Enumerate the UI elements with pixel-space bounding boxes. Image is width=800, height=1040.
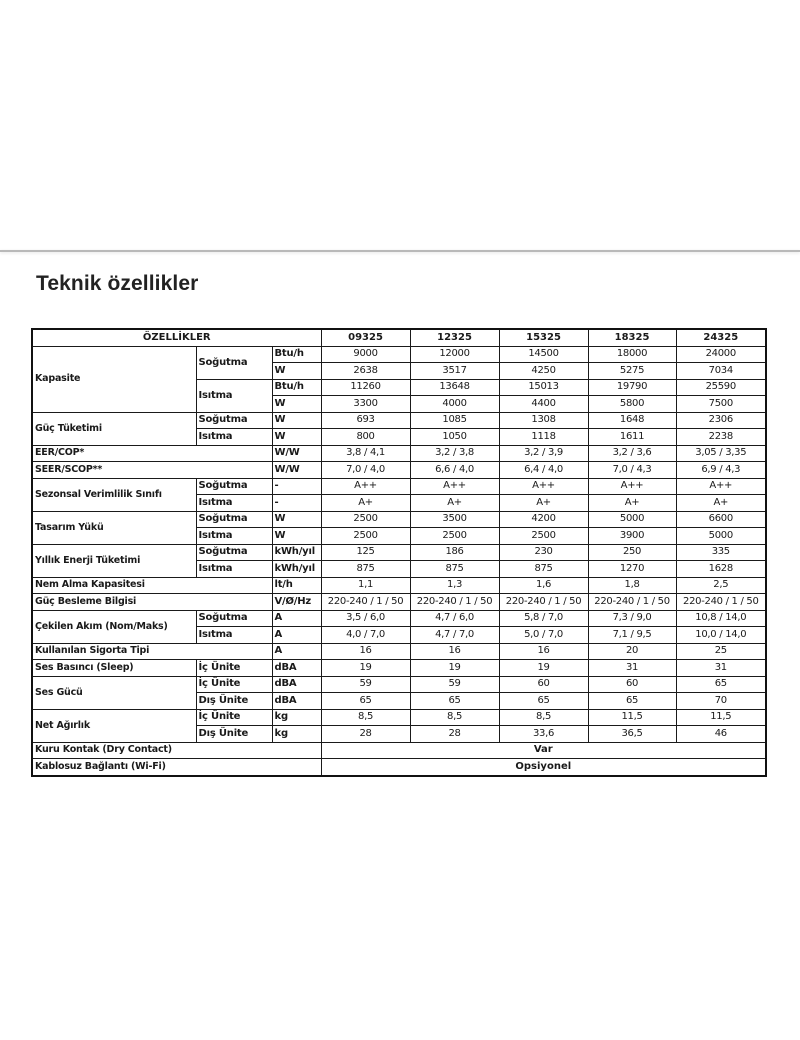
cell-value: 1648 bbox=[588, 412, 676, 429]
cell-value: 59 bbox=[321, 676, 410, 693]
cell-value: 3,2 / 3,9 bbox=[499, 445, 588, 462]
row-label: Yıllık Enerji Tüketimi bbox=[32, 544, 196, 577]
row-sublabel: Soğutma bbox=[196, 478, 272, 495]
cell-value: 10,8 / 14,0 bbox=[676, 610, 766, 627]
cell-value: Var bbox=[321, 742, 766, 759]
cell-value: 3,8 / 4,1 bbox=[321, 445, 410, 462]
row-label: SEER/SCOP** bbox=[32, 462, 272, 479]
row-sublabel: Isıtma bbox=[196, 379, 272, 412]
cell-value: 8,5 bbox=[321, 709, 410, 726]
table-row bbox=[32, 544, 766, 561]
cell-value: 19790 bbox=[588, 379, 676, 396]
cell-value: 5800 bbox=[588, 396, 676, 413]
cell-value: 65 bbox=[499, 693, 588, 710]
row-sublabel: Isıtma bbox=[196, 429, 272, 446]
row-unit: dBA bbox=[272, 693, 321, 710]
cell-value: 5,8 / 7,0 bbox=[499, 610, 588, 627]
cell-value: 60 bbox=[588, 676, 676, 693]
cell-value: 28 bbox=[321, 726, 410, 743]
cell-value: 7500 bbox=[676, 396, 766, 413]
row-sublabel: İç Ünite bbox=[196, 676, 272, 693]
cell-value: 7,0 / 4,0 bbox=[321, 462, 410, 479]
row-unit: W bbox=[272, 429, 321, 446]
cell-value: 8,5 bbox=[499, 709, 588, 726]
cell-value: 1,1 bbox=[321, 577, 410, 594]
cell-value: 2306 bbox=[676, 412, 766, 429]
cell-value: 7,3 / 9,0 bbox=[588, 610, 676, 627]
cell-value: 875 bbox=[321, 561, 410, 578]
cell-value: 15013 bbox=[499, 379, 588, 396]
cell-value: 4,7 / 6,0 bbox=[410, 610, 499, 627]
cell-value: 1050 bbox=[410, 429, 499, 446]
table-row bbox=[32, 742, 766, 759]
row-unit: - bbox=[272, 495, 321, 512]
cell-value: 33,6 bbox=[499, 726, 588, 743]
header-row bbox=[32, 329, 766, 346]
cell-value: 4250 bbox=[499, 363, 588, 380]
cell-value: 220-240 / 1 / 50 bbox=[676, 594, 766, 611]
row-unit: Btu/h bbox=[272, 379, 321, 396]
cell-value: 4200 bbox=[499, 511, 588, 528]
cell-value: 5000 bbox=[676, 528, 766, 545]
row-sublabel: Soğutma bbox=[196, 511, 272, 528]
row-label: Kuru Kontak (Dry Contact) bbox=[32, 742, 321, 759]
cell-value: A++ bbox=[321, 478, 410, 495]
row-sublabel: Soğutma bbox=[196, 544, 272, 561]
row-sublabel: İç Ünite bbox=[196, 660, 272, 677]
row-label: Güç Besleme Bilgisi bbox=[32, 594, 272, 611]
cell-value: 70 bbox=[676, 693, 766, 710]
cell-value: 25 bbox=[676, 643, 766, 660]
row-unit: A bbox=[272, 627, 321, 644]
row-unit: kWh/yıl bbox=[272, 544, 321, 561]
row-unit: A bbox=[272, 643, 321, 660]
cell-value: 18000 bbox=[588, 346, 676, 363]
cell-value: 3500 bbox=[410, 511, 499, 528]
row-unit: - bbox=[272, 478, 321, 495]
cell-value: 5000 bbox=[588, 511, 676, 528]
cell-value: 16 bbox=[321, 643, 410, 660]
cell-value: 4,0 / 7,0 bbox=[321, 627, 410, 644]
cell-value: 8,5 bbox=[410, 709, 499, 726]
table-row bbox=[32, 676, 766, 693]
cell-value: 3,5 / 6,0 bbox=[321, 610, 410, 627]
cell-value: 11260 bbox=[321, 379, 410, 396]
cell-value: 6,4 / 4,0 bbox=[499, 462, 588, 479]
cell-value: 19 bbox=[410, 660, 499, 677]
cell-value: 6600 bbox=[676, 511, 766, 528]
cell-value: A++ bbox=[410, 478, 499, 495]
table-row bbox=[32, 709, 766, 726]
cell-value: 1308 bbox=[499, 412, 588, 429]
cell-value: 220-240 / 1 / 50 bbox=[321, 594, 410, 611]
cell-value: 13648 bbox=[410, 379, 499, 396]
row-sublabel: Isıtma bbox=[196, 561, 272, 578]
row-unit: lt/h bbox=[272, 577, 321, 594]
row-label: Nem Alma Kapasitesi bbox=[32, 577, 272, 594]
table-row bbox=[32, 445, 766, 462]
cell-value: 125 bbox=[321, 544, 410, 561]
row-sublabel: Dış Ünite bbox=[196, 726, 272, 743]
cell-value: 2500 bbox=[410, 528, 499, 545]
table-row bbox=[32, 643, 766, 660]
cell-value: 6,6 / 4,0 bbox=[410, 462, 499, 479]
cell-value: 1085 bbox=[410, 412, 499, 429]
header-model: 09325 bbox=[321, 329, 410, 346]
table-row bbox=[32, 759, 766, 776]
cell-value: 335 bbox=[676, 544, 766, 561]
row-unit: W bbox=[272, 363, 321, 380]
row-label: Kapasite bbox=[32, 346, 196, 412]
cell-value: A+ bbox=[676, 495, 766, 512]
cell-value: 3517 bbox=[410, 363, 499, 380]
cell-value: 7034 bbox=[676, 363, 766, 380]
row-label: Kablosuz Bağlantı (Wi-Fi) bbox=[32, 759, 321, 776]
cell-value: 1270 bbox=[588, 561, 676, 578]
cell-value: 65 bbox=[410, 693, 499, 710]
row-sublabel: Soğutma bbox=[196, 346, 272, 379]
cell-value: 10,0 / 14,0 bbox=[676, 627, 766, 644]
cell-value: 19 bbox=[321, 660, 410, 677]
cell-value: 60 bbox=[499, 676, 588, 693]
table-row bbox=[32, 478, 766, 495]
cell-value: 59 bbox=[410, 676, 499, 693]
cell-value: 11,5 bbox=[676, 709, 766, 726]
cell-value: 220-240 / 1 / 50 bbox=[588, 594, 676, 611]
table-row bbox=[32, 594, 766, 611]
table-row bbox=[32, 346, 766, 363]
cell-value: 1,8 bbox=[588, 577, 676, 594]
cell-value: 16 bbox=[499, 643, 588, 660]
cell-value: 2500 bbox=[321, 511, 410, 528]
header-model: 18325 bbox=[588, 329, 676, 346]
row-unit: dBA bbox=[272, 676, 321, 693]
row-unit: kg bbox=[272, 709, 321, 726]
cell-value: 3,2 / 3,8 bbox=[410, 445, 499, 462]
cell-value: 1,3 bbox=[410, 577, 499, 594]
row-sublabel: Dış Ünite bbox=[196, 693, 272, 710]
header-model: 12325 bbox=[410, 329, 499, 346]
cell-value: 25590 bbox=[676, 379, 766, 396]
cell-value: 19 bbox=[499, 660, 588, 677]
row-label: Kullanılan Sigorta Tipi bbox=[32, 643, 272, 660]
row-sublabel: Isıtma bbox=[196, 495, 272, 512]
cell-value: 875 bbox=[410, 561, 499, 578]
row-unit: W bbox=[272, 511, 321, 528]
row-unit: W bbox=[272, 412, 321, 429]
row-sublabel: Isıtma bbox=[196, 528, 272, 545]
header-model: 24325 bbox=[676, 329, 766, 346]
cell-value: 24000 bbox=[676, 346, 766, 363]
table-row bbox=[32, 511, 766, 528]
row-unit: W bbox=[272, 528, 321, 545]
row-unit: A bbox=[272, 610, 321, 627]
row-sublabel: Soğutma bbox=[196, 610, 272, 627]
cell-value: A++ bbox=[499, 478, 588, 495]
cell-value: A+ bbox=[588, 495, 676, 512]
cell-value: 2500 bbox=[321, 528, 410, 545]
row-label: Çekilen Akım (Nom/Maks) bbox=[32, 610, 196, 643]
cell-value: 12000 bbox=[410, 346, 499, 363]
cell-value: A+ bbox=[499, 495, 588, 512]
row-unit: V/Ø/Hz bbox=[272, 594, 321, 611]
cell-value: A+ bbox=[410, 495, 499, 512]
table-row bbox=[32, 610, 766, 627]
cell-value: 9000 bbox=[321, 346, 410, 363]
cell-value: 11,5 bbox=[588, 709, 676, 726]
cell-value: 3,05 / 3,35 bbox=[676, 445, 766, 462]
row-label: Sezonsal Verimlilik Sınıfı bbox=[32, 478, 196, 511]
cell-value: 693 bbox=[321, 412, 410, 429]
cell-value: 1118 bbox=[499, 429, 588, 446]
cell-value: 2638 bbox=[321, 363, 410, 380]
cell-value: 6,9 / 4,3 bbox=[676, 462, 766, 479]
cell-value: 800 bbox=[321, 429, 410, 446]
cell-value: 5,0 / 7,0 bbox=[499, 627, 588, 644]
cell-value: 220-240 / 1 / 50 bbox=[410, 594, 499, 611]
table-row bbox=[32, 577, 766, 594]
row-label: EER/COP* bbox=[32, 445, 272, 462]
cell-value: 65 bbox=[588, 693, 676, 710]
cell-value: 16 bbox=[410, 643, 499, 660]
row-sublabel: İç Ünite bbox=[196, 709, 272, 726]
row-label: Güç Tüketimi bbox=[32, 412, 196, 445]
cell-value: 36,5 bbox=[588, 726, 676, 743]
cell-value: 220-240 / 1 / 50 bbox=[499, 594, 588, 611]
cell-value: 20 bbox=[588, 643, 676, 660]
cell-value: 3300 bbox=[321, 396, 410, 413]
cell-value: 1628 bbox=[676, 561, 766, 578]
row-label: Net Ağırlık bbox=[32, 709, 196, 742]
header-model: 15325 bbox=[499, 329, 588, 346]
row-unit: kg bbox=[272, 726, 321, 743]
cell-value: 3,2 / 3,6 bbox=[588, 445, 676, 462]
cell-value: 65 bbox=[321, 693, 410, 710]
row-unit: W bbox=[272, 396, 321, 413]
page-divider bbox=[0, 250, 800, 252]
cell-value: 250 bbox=[588, 544, 676, 561]
row-unit: Btu/h bbox=[272, 346, 321, 363]
cell-value: 28 bbox=[410, 726, 499, 743]
row-unit: W/W bbox=[272, 462, 321, 479]
row-sublabel: Soğutma bbox=[196, 412, 272, 429]
cell-value: 1611 bbox=[588, 429, 676, 446]
header-features: ÖZELLİKLER bbox=[32, 329, 321, 346]
cell-value: 3900 bbox=[588, 528, 676, 545]
table-row bbox=[32, 660, 766, 677]
table-row bbox=[32, 412, 766, 429]
cell-value: 31 bbox=[588, 660, 676, 677]
cell-value: 1,6 bbox=[499, 577, 588, 594]
cell-value: Opsiyonel bbox=[321, 759, 766, 776]
cell-value: 186 bbox=[410, 544, 499, 561]
cell-value: A++ bbox=[676, 478, 766, 495]
row-unit: kWh/yıl bbox=[272, 561, 321, 578]
cell-value: 875 bbox=[499, 561, 588, 578]
cell-value: 2500 bbox=[499, 528, 588, 545]
cell-value: 4000 bbox=[410, 396, 499, 413]
row-unit: dBA bbox=[272, 660, 321, 677]
cell-value: A++ bbox=[588, 478, 676, 495]
spec-table bbox=[31, 328, 767, 777]
cell-value: 7,1 / 9,5 bbox=[588, 627, 676, 644]
table-row bbox=[32, 462, 766, 479]
cell-value: 4,7 / 7,0 bbox=[410, 627, 499, 644]
cell-value: 2238 bbox=[676, 429, 766, 446]
row-label: Ses Basıncı (Sleep) bbox=[32, 660, 196, 677]
row-sublabel: Isıtma bbox=[196, 627, 272, 644]
cell-value: A+ bbox=[321, 495, 410, 512]
row-unit: W/W bbox=[272, 445, 321, 462]
cell-value: 230 bbox=[499, 544, 588, 561]
cell-value: 46 bbox=[676, 726, 766, 743]
cell-value: 2,5 bbox=[676, 577, 766, 594]
cell-value: 31 bbox=[676, 660, 766, 677]
cell-value: 4400 bbox=[499, 396, 588, 413]
cell-value: 14500 bbox=[499, 346, 588, 363]
row-label: Tasarım Yükü bbox=[32, 511, 196, 544]
cell-value: 5275 bbox=[588, 363, 676, 380]
cell-value: 65 bbox=[676, 676, 766, 693]
cell-value: 7,0 / 4,3 bbox=[588, 462, 676, 479]
row-label: Ses Gücü bbox=[32, 676, 196, 709]
page-title: Teknik özellikler bbox=[36, 272, 199, 295]
